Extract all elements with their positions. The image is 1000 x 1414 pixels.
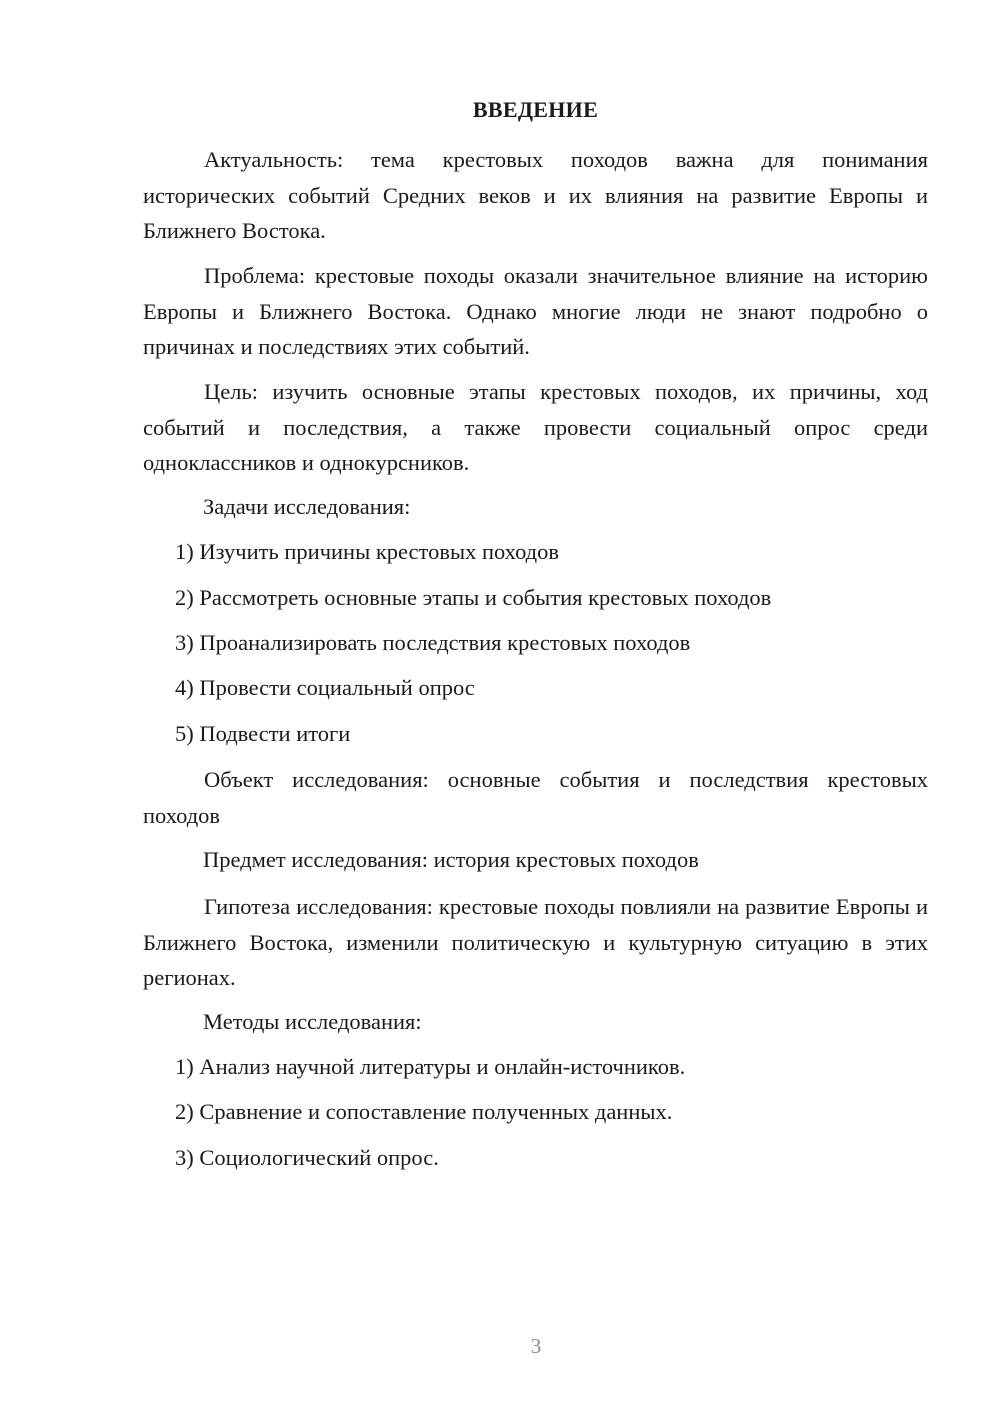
page-number: 3 — [530, 1334, 542, 1358]
task-item: 3) Проанализировать последствия крестовых походов — [175, 630, 691, 655]
task-item: 5) Подвести итоги — [175, 721, 351, 746]
object-paragraph: Объект исследования: основные события и последствия крестовых походов — [143, 767, 928, 828]
task-item: 4) Провести социальный опрос — [175, 675, 475, 700]
problem-paragraph: Проблема: крестовые походы оказали значительное влияние на историю Европы и Ближнего Востока. Однако многие люди не знают подробно о причинах и последствиях этих событий. — [143, 263, 928, 359]
tasks-title: Задачи исследования: — [203, 494, 411, 519]
task-item: 1) Изучить причины крестовых походов — [175, 539, 559, 564]
method-item: 2) Сравнение и сопоставление полученных данных. — [175, 1099, 673, 1124]
section-heading: ВВЕДЕНИЕ — [472, 97, 599, 122]
goal-paragraph: Цель: изучить основные этапы крестовых походов, их причины, ход событий и последствия, а также провести социальный опрос среди одноклассников и однокурсников. — [143, 379, 928, 475]
task-item: 2) Рассмотреть основные этапы и события крестовых походов — [175, 585, 772, 610]
hypothesis-paragraph: Гипотеза исследования: крестовые походы повлияли на развитие Европы и Ближнего Востока, изменили политическую и культурную ситуацию в этих регионах. — [143, 894, 928, 990]
subject-line: Предмет исследования: история крестовых походов — [203, 847, 699, 872]
methods-title: Методы исследования: — [203, 1009, 422, 1034]
relevance-paragraph: Актуальность: тема крестовых походов важна для понимания исторических событий Средних веков и их влияния на развитие Европы и Ближнего Востока. — [143, 147, 928, 243]
method-item: 1) Анализ научной литературы и онлайн-источников. — [175, 1054, 686, 1079]
method-item: 3) Социологический опрос. — [175, 1145, 439, 1170]
